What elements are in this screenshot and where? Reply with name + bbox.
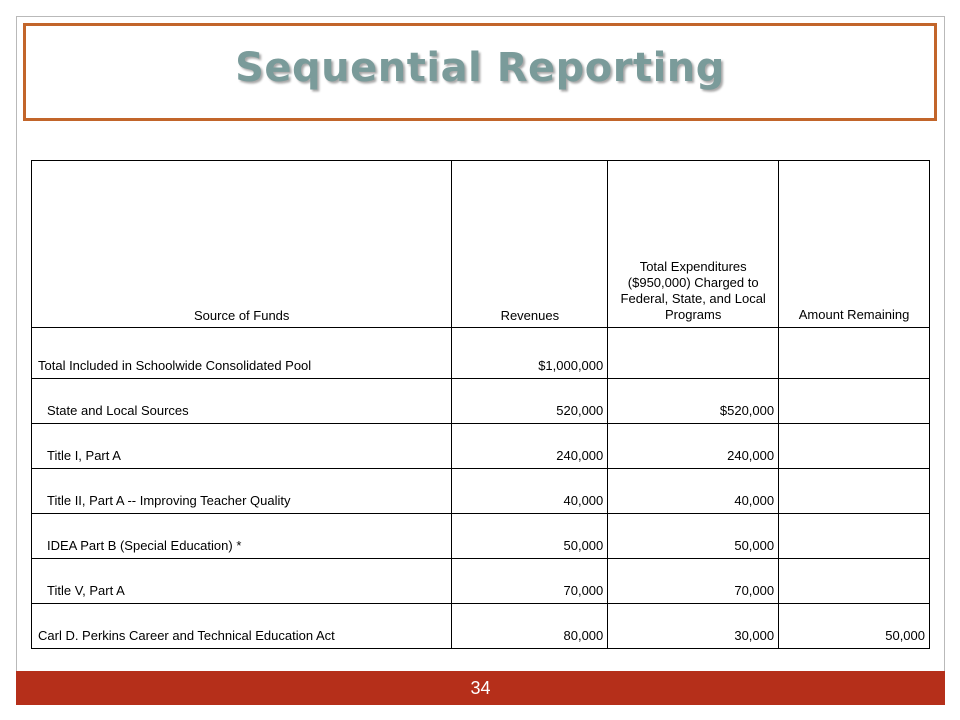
header-amount-remaining: Amount Remaining	[779, 161, 930, 328]
cell-source: IDEA Part B (Special Education) *	[32, 514, 452, 559]
cell-expenditures: $520,000	[608, 379, 779, 424]
cell-source: Title I, Part A	[32, 424, 452, 469]
cell-expenditures: 40,000	[608, 469, 779, 514]
cell-revenues: 240,000	[452, 424, 608, 469]
cell-source: Carl D. Perkins Career and Technical Education Act	[32, 604, 452, 649]
table-row	[32, 559, 930, 604]
cell-source: Total Included in Schoolwide Consolidated Pool	[32, 328, 452, 379]
cell-revenues: 50,000	[452, 514, 608, 559]
table-header-row	[32, 161, 930, 328]
cell-remaining	[779, 514, 930, 559]
cell-expenditures: 240,000	[608, 424, 779, 469]
slide-title: Sequential Reporting	[235, 45, 725, 91]
table-row	[32, 424, 930, 469]
cell-remaining	[779, 469, 930, 514]
cell-revenues: 70,000	[452, 559, 608, 604]
footer-bar	[16, 671, 945, 705]
cell-remaining: 50,000	[779, 604, 930, 649]
table-row	[32, 379, 930, 424]
cell-expenditures: 70,000	[608, 559, 779, 604]
cell-revenues: 80,000	[452, 604, 608, 649]
cell-revenues: $1,000,000	[452, 328, 608, 379]
funds-table	[31, 160, 930, 649]
cell-expenditures	[608, 328, 779, 379]
cell-remaining	[779, 328, 930, 379]
cell-revenues: 40,000	[452, 469, 608, 514]
cell-remaining	[779, 424, 930, 469]
header-revenues: Revenues	[452, 161, 608, 328]
cell-remaining	[779, 559, 930, 604]
table-row	[32, 604, 930, 649]
table-row	[32, 328, 930, 379]
header-source-of-funds: Source of Funds	[32, 161, 452, 328]
cell-source: Title II, Part A -- Improving Teacher Quality	[32, 469, 452, 514]
cell-expenditures: 50,000	[608, 514, 779, 559]
cell-source: State and Local Sources	[32, 379, 452, 424]
cell-expenditures: 30,000	[608, 604, 779, 649]
page-number: 34	[470, 677, 491, 698]
cell-revenues: 520,000	[452, 379, 608, 424]
cell-remaining	[779, 379, 930, 424]
table-row	[32, 469, 930, 514]
table-row	[32, 514, 930, 559]
cell-source: Title V, Part A	[32, 559, 452, 604]
title-box	[23, 23, 937, 121]
header-total-expenditures: Total Expenditures ($950,000) Charged to Federal, State, and Local Programs	[608, 161, 779, 328]
